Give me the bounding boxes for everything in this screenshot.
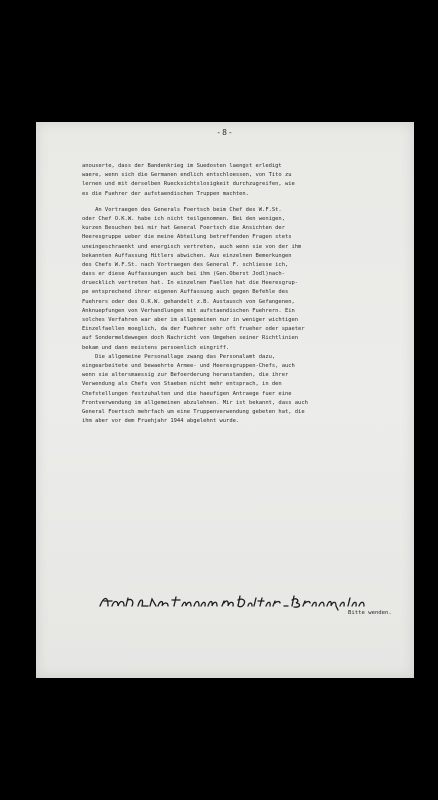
paragraph-gap [82,199,412,206]
text-line: Die allgemeine Personallage zwang das Personalamt dazu, [82,353,276,360]
text-line: ihm aber vor dem Fruehjahr 1944 abgelehnt wurde. [82,418,240,425]
text-line: General Foertsch mehrfach um eine Truppenverwendung gebeten hat, die [82,408,305,415]
handwritten-signature [98,592,368,614]
text-line: pe entsprechend ihrer eigenen Auffassung auch gegen Befehle des [82,289,289,296]
text-line: An Vortraegen des Generals Foertsch beim Chef des W.F.St. [82,206,282,213]
text-line: oder Chef O.K.W. habe ich nicht teilgenommen. Bei den wenigen, [82,215,285,222]
text-line: anouserte, dass der Bandenkrieg im Suedosten laengst erledigt [82,163,282,169]
text-line: waere, wenn sich die Germanen endlich entschloessen, von Tito zu [82,172,292,179]
text-line: Fuehrers oder des O.K.W. gehandelt z.B. Austausch von Gefangenen, [82,298,295,305]
turn-over-note: Bitte wenden. [348,610,392,616]
document-page [36,122,414,678]
text-line: Frontverwendung im allgemeinen abzulehnen. Mir ist bekannt, dass auch [82,399,308,406]
text-line: Heeresgruppe ueber die meine Abteilung betreffenden Fragen stets [82,234,292,241]
text-line: uneingeschraenkt und energisch vertreten, auch wenn sie von der ihm [82,243,302,250]
text-line: Einzelfaellen moeglich, da der Fuehrer sehr oft frueher oder spaeter [82,326,305,333]
text-line: Anknuepfungen von Verhandlungen mit aufstaendischen Fuehrern. Ein [82,307,295,314]
text-line: des Chefs W.F.St. nach Vortraegen des General F. schliesse ich, [82,261,289,268]
text-line: druecklich vertreten hat. In einzelnen Faellen hat die Heeresgrup- [82,280,299,287]
text-line: Chefstellungen festzuhalten und die haeufigen Antraege fuer eine [82,390,292,397]
text-line: es die Fuehrer der aufstaendischen Truppen machten. [82,190,249,197]
text-line: lernen und mit derselben Ruecksichtslosigkeit durchzugreifen, wie [82,181,295,188]
text-line: eingearbeitete und bewaehrte Armee- und Heeresgruppen-Chefs, auch [82,362,295,369]
text-line: wenn sie altersmaessig zur Befoerderung heranstanden, die ihrer [82,372,289,379]
text-line: bekam und dann meistens persoenlich eingriff. [82,344,230,351]
text-line: solches Verfahren war aber im allgemeinen nur in weniger wichtigen [82,317,299,323]
text-line: bekannten Auffassung Hitlers abwichen. Aus einzelnen Bemerkungen [82,252,292,259]
document-body [82,162,412,426]
page-number: -8- [216,128,234,137]
text-line: Verwendung als Chefs von Staeben nicht mehr entsprach, in den [82,381,282,388]
text-line: dass er diese Auffassungen auch bei ihm (Gen.Oberst Jodl)nach- [82,271,285,278]
text-line: auf Sondermeldewegen doch Nachricht von Umgehen seiner Richtlinien [82,335,299,342]
text-line: kurzen Besuchen bei mir hat General Foertsch die Ansichten der [82,225,285,232]
